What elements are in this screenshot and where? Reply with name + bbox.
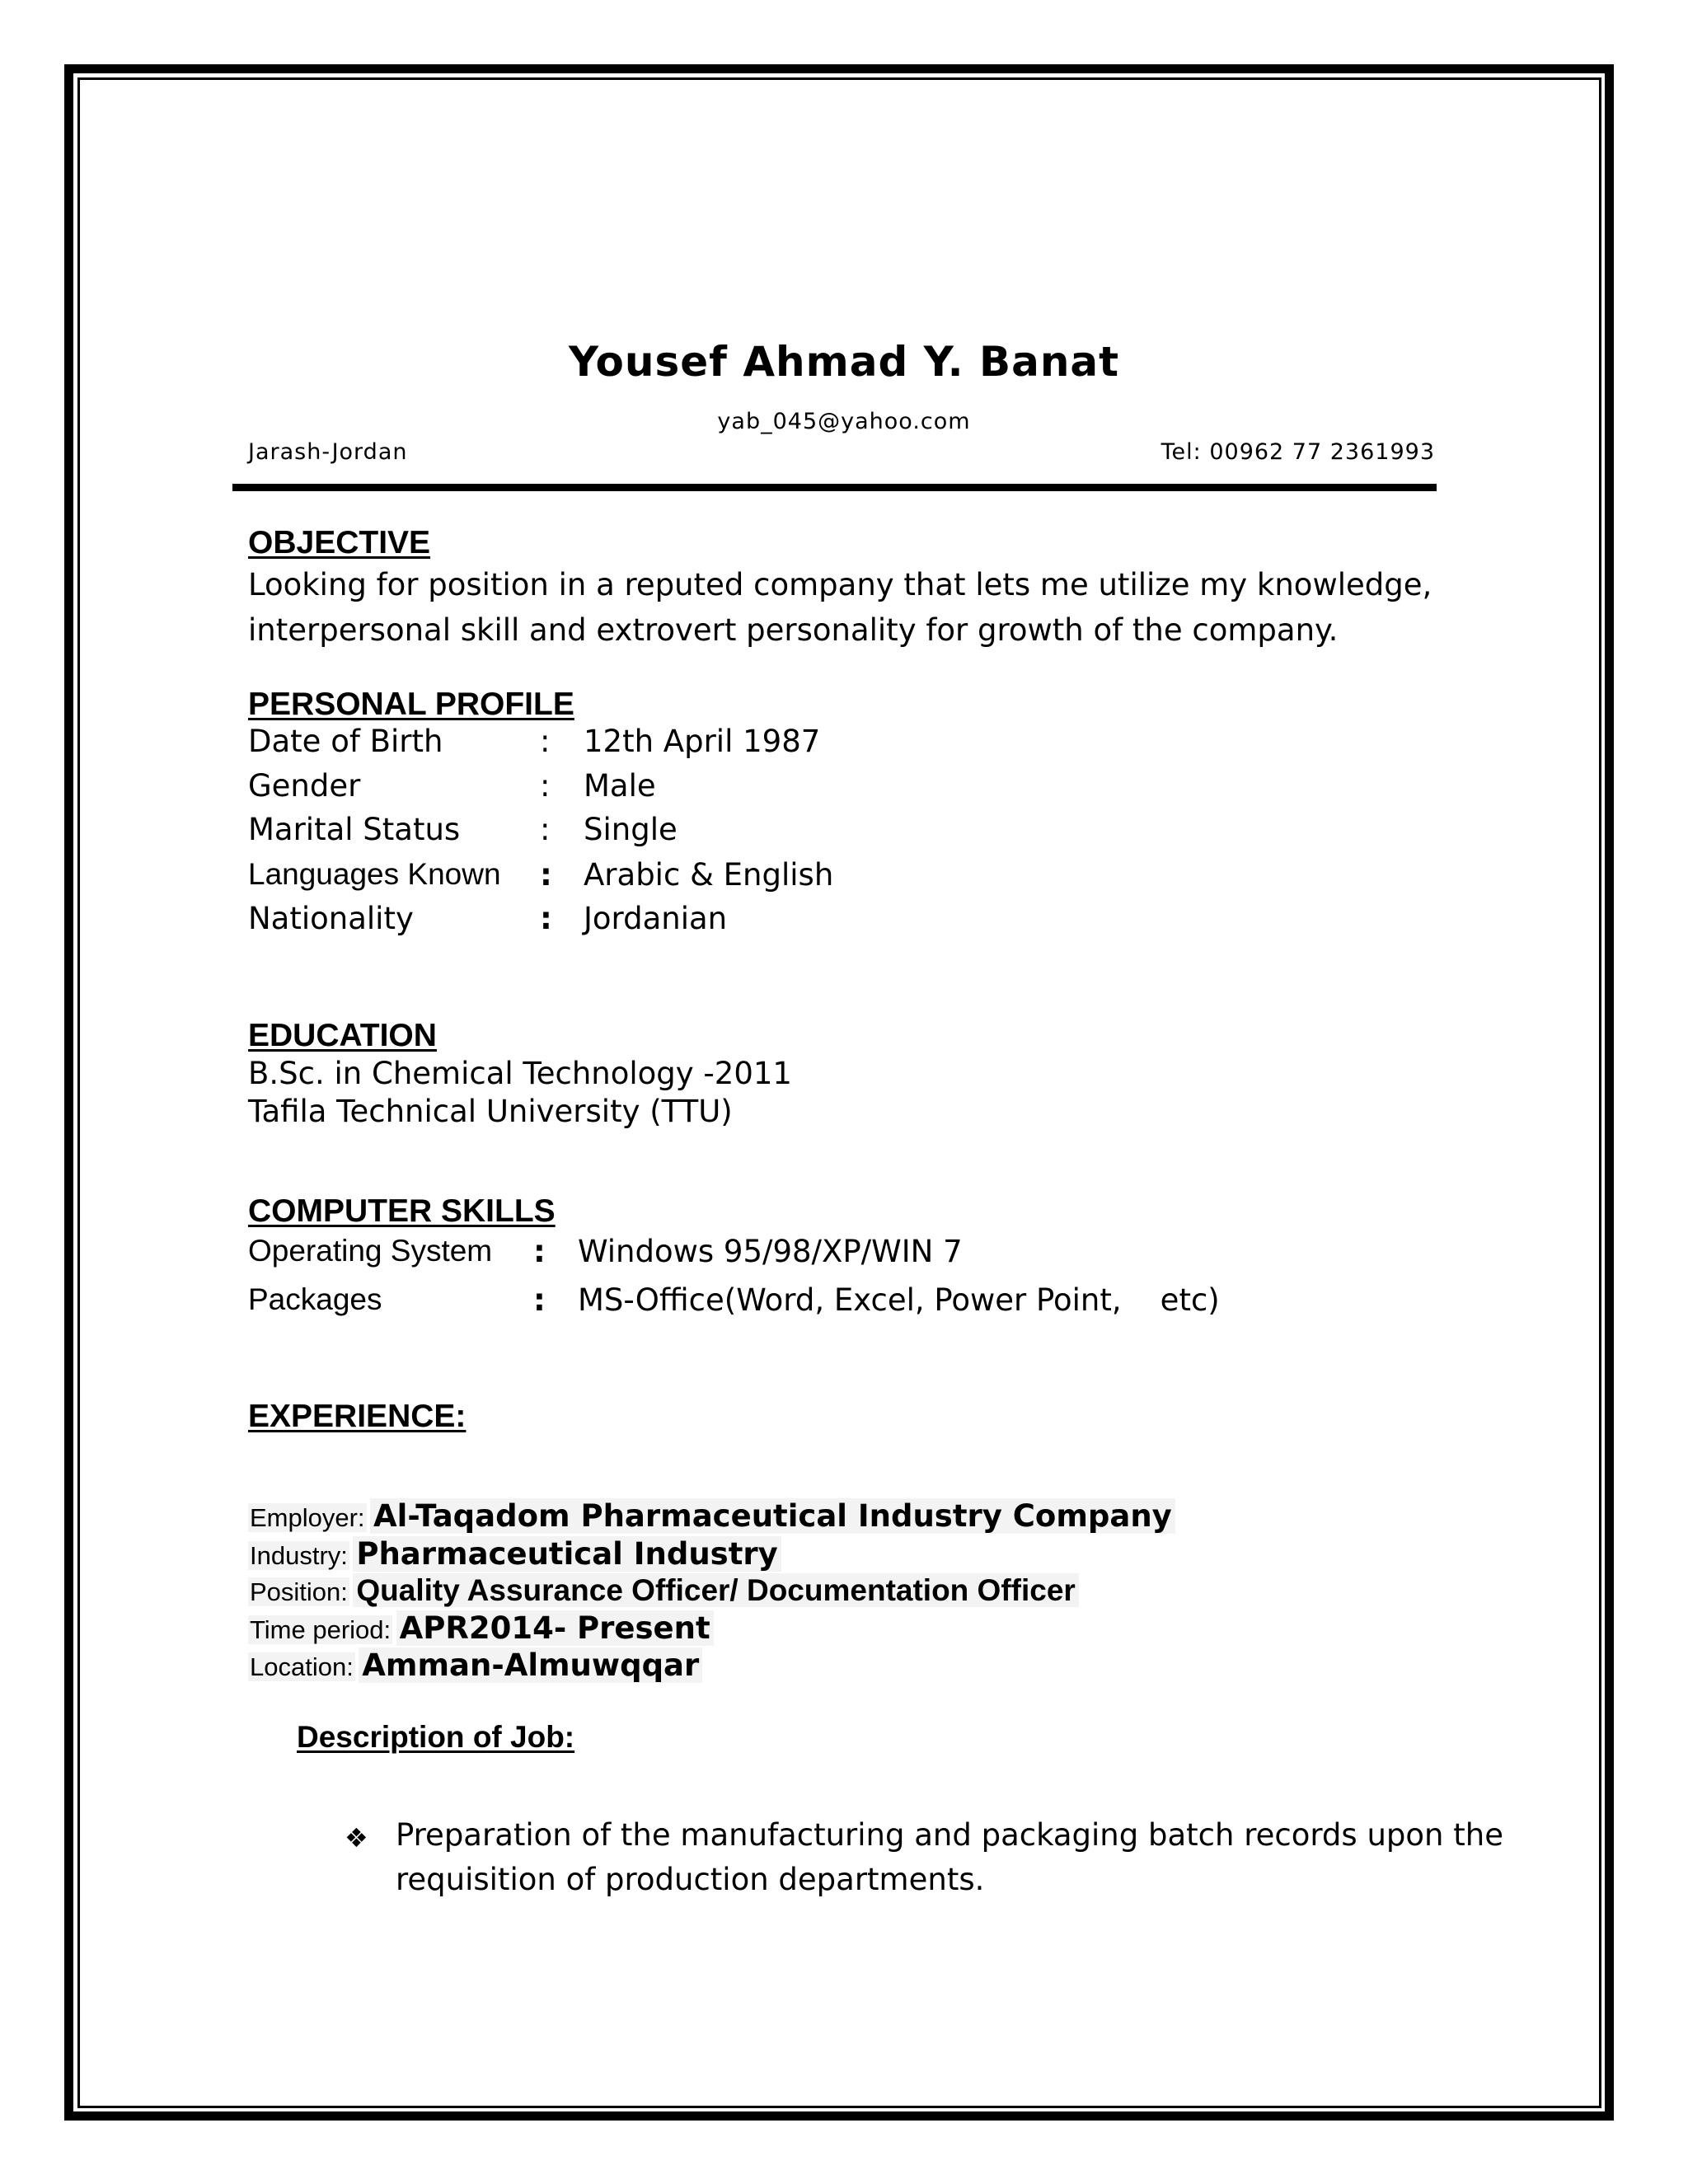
period-label: Time period:: [250, 1615, 392, 1644]
experience-period-row: [248, 1610, 714, 1646]
profile-value-languages: Arabic & English: [584, 857, 834, 893]
profile-label-nationality: Nationality: [248, 901, 414, 936]
location-value: Amman-Almuwqqar: [359, 1647, 702, 1683]
skills-label-packages: Packages: [248, 1282, 382, 1316]
job-description-item: Preparation of the manufacturing and packaging batch records upon the requisition of production departments.: [396, 1817, 1503, 1897]
position-value: Quality Assurance Officer/ Documentation Officer: [353, 1573, 1078, 1607]
education-university: Tafila Technical University (TTU): [248, 1094, 733, 1129]
skills-colon: :: [533, 1234, 546, 1269]
period-value: APR2014- Present: [396, 1610, 714, 1646]
profile-label-gender: Gender: [248, 768, 361, 804]
position-label: Position:: [250, 1577, 348, 1606]
experience-employer-row: [248, 1498, 1175, 1534]
profile-colon: :: [540, 768, 551, 804]
experience-location-row: [248, 1647, 702, 1683]
education-degree: B.Sc. in Chemical Technology -2011: [248, 1056, 792, 1091]
employer-value: Al-Taqadom Pharmaceutical Industry Company: [370, 1498, 1175, 1534]
location-label: Location:: [250, 1652, 354, 1681]
skills-value-packages: MS-Office(Word, Excel, Power Point, etc): [578, 1282, 1220, 1318]
employer-label: Employer:: [250, 1503, 365, 1532]
computer-skills-heading: COMPUTER SKILLS: [248, 1193, 556, 1229]
job-description-heading: Description of Job:: [297, 1720, 575, 1754]
profile-colon: :: [540, 724, 551, 759]
profile-label-dob: Date of Birth: [248, 724, 443, 759]
profile-value-gender: Male: [584, 768, 656, 804]
objective-text: Looking for position in a reputed company that lets me utilize my knowledge, interpersonal skill and extrovert personality for growth of the company.: [248, 567, 1432, 648]
personal-profile-heading: PERSONAL PROFILE: [248, 687, 574, 722]
profile-colon: :: [540, 857, 552, 893]
telephone: Tel: 00962 77 2361993: [1160, 439, 1435, 465]
profile-colon: :: [540, 812, 551, 847]
skills-colon: :: [533, 1282, 546, 1318]
home-location: Jarash-Jordan: [248, 439, 408, 465]
profile-value-marital: Single: [584, 812, 678, 847]
industry-label: Industry:: [250, 1541, 348, 1570]
profile-label-languages: Languages Known: [248, 857, 501, 891]
email-address: yab_045@yahoo.com: [717, 409, 971, 434]
objective-heading: OBJECTIVE: [248, 525, 431, 560]
experience-industry-row: [248, 1536, 781, 1572]
industry-value: Pharmaceutical Industry: [353, 1536, 781, 1572]
skills-label-os: Operating System: [248, 1234, 493, 1268]
profile-value-nationality: Jordanian: [584, 901, 728, 936]
diamond-bullet-icon: ❖: [345, 1822, 368, 1854]
experience-heading: EXPERIENCE:: [248, 1399, 467, 1434]
skills-value-os: Windows 95/98/XP/WIN 7: [578, 1234, 963, 1269]
header-divider: [232, 484, 1437, 491]
profile-label-marital: Marital Status: [248, 812, 461, 847]
candidate-name: Yousef Ahmad Y. Banat: [568, 338, 1120, 386]
profile-value-dob: 12th April 1987: [584, 724, 821, 759]
profile-colon: :: [540, 901, 552, 936]
education-heading: EDUCATION: [248, 1018, 437, 1053]
experience-position-row: [248, 1573, 1079, 1608]
